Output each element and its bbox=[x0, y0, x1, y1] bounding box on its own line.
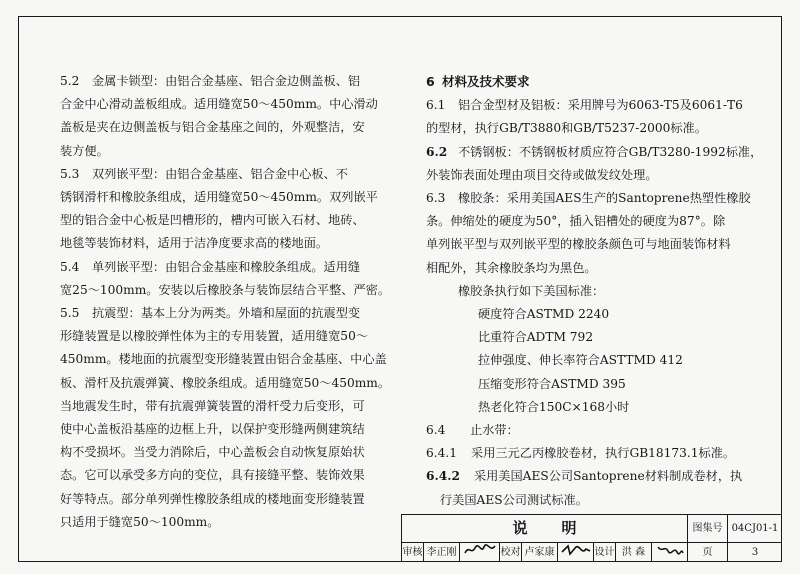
signature-icon bbox=[655, 543, 685, 557]
para-5-5 bbox=[60, 302, 396, 325]
text-line: 锈钢滑杆和橡胶条组成，适用缝宽50～450mm。双列嵌平 bbox=[60, 190, 378, 205]
text-line: 条。伸缩处的硬度为50°，插入铝槽处的硬度为87°。除 bbox=[426, 214, 726, 229]
title-block-sign-row bbox=[402, 543, 782, 562]
para-6-4 bbox=[426, 419, 770, 442]
para-5-4 bbox=[60, 256, 396, 279]
standard-item: 比重符合ADTM 792 bbox=[478, 330, 594, 345]
design-label: 设计 bbox=[594, 543, 616, 562]
text-line: 合金中心滑动盖板组成。适用缝宽50～450mm。中心滑动 bbox=[60, 97, 378, 112]
page-label: 页 bbox=[688, 543, 728, 562]
text-line: 板、滑杆及抗震弹簧、橡胶条组成。适用缝宽50～450mm。 bbox=[60, 375, 391, 390]
para-number: 5.3 bbox=[60, 166, 80, 181]
section-number: 6 bbox=[426, 74, 435, 89]
para-5-3 bbox=[60, 163, 396, 186]
para-5-2 bbox=[60, 70, 396, 93]
text-line: 的型材，执行GB/T3880和GB/T5237-2000标准。 bbox=[426, 121, 707, 136]
text-line: 外装饰表面处理由项目交待或做发纹处理。 bbox=[426, 167, 658, 182]
text-line: 态。它可以承受多方向的变位，具有接缝平整、装饰效果 bbox=[60, 468, 365, 483]
text-line: 相配外，其余橡胶条均为黑色。 bbox=[426, 260, 597, 275]
text-line: 采用美国AES公司Santoprene材料制成卷材，执 bbox=[473, 469, 743, 484]
checker-signature bbox=[558, 543, 594, 562]
para-number: 6.4 bbox=[426, 423, 446, 438]
text-line: 当地震发生时，带有抗震弹簧装置的滑杆受力后变形，可 bbox=[60, 398, 365, 413]
standard-item: 热老化符合150C×168小时 bbox=[478, 399, 630, 414]
signature-icon bbox=[463, 543, 497, 557]
right-column bbox=[426, 70, 770, 512]
standard-item: 硬度符合ASTMD 2240 bbox=[478, 307, 610, 322]
text-line: 橡胶条：采用美国AES生产的Santoprene热塑性橡胶 bbox=[458, 191, 751, 206]
text-line: 单列嵌平型与双列嵌平型的橡胶条颜色可与地面装饰材料 bbox=[426, 237, 731, 252]
designer-name: 洪 森 bbox=[616, 543, 652, 562]
para-number: 5.4 bbox=[60, 259, 80, 274]
standard-item: 拉伸强度、伸长率符合ASTTMD 412 bbox=[478, 353, 683, 368]
left-column bbox=[60, 70, 396, 534]
reviewer-name: 李正刚 bbox=[424, 543, 460, 562]
para-number: 6.1 bbox=[426, 98, 446, 113]
text-line: 450mm。楼地面的抗震型变形缝装置由铝合金基座、中心盖 bbox=[60, 352, 387, 367]
reviewer-signature bbox=[460, 543, 500, 562]
standards-intro: 橡胶条执行如下美国标准： bbox=[458, 283, 605, 298]
text-line: 构不受损坏。当受力消除后，中心盖板会自动恢复原始状 bbox=[60, 445, 365, 460]
text-line: 采用三元乙丙橡胶卷材，执行GB18173.1标准。 bbox=[471, 446, 736, 461]
para-6-1 bbox=[426, 94, 770, 117]
atlas-number-label: 图集号 bbox=[688, 515, 728, 542]
para-number: 6.4.2 bbox=[426, 469, 460, 484]
para-6-4-1 bbox=[426, 442, 770, 465]
text-line: 单列嵌平型：由铝合金基座和橡胶条组成。适用缝 bbox=[92, 259, 361, 274]
para-6-3 bbox=[426, 187, 770, 210]
text-line: 地毯等装饰材料，适用于洁净度要求高的楼地面。 bbox=[60, 236, 329, 251]
text-line: 好等特点。部分单列弹性橡胶条组成的楼地面变形缝装置 bbox=[60, 491, 365, 506]
title-block-top-row bbox=[402, 515, 782, 543]
checker-name: 卢家康 bbox=[522, 543, 558, 562]
para-6-4-2 bbox=[426, 465, 770, 488]
text-line: 使中心盖板沿基座的边框上升，以保护变形缝两侧建筑结 bbox=[60, 422, 365, 437]
text-line: 止水带： bbox=[470, 423, 519, 438]
check-label: 校对 bbox=[500, 543, 522, 562]
para-number: 5.2 bbox=[60, 74, 80, 88]
para-number: 6.4.1 bbox=[426, 446, 458, 461]
text-line: 双列嵌平型：由铝合金基座、铝合金中心板、不 bbox=[92, 166, 348, 181]
text-line: 抗震型：基本上分为两类。外墙和屋面的抗震型变 bbox=[92, 306, 361, 321]
page-number: 3 bbox=[751, 547, 759, 558]
text-line: 行美国AES公司测试标准。 bbox=[440, 492, 588, 507]
text-line: 装方便。 bbox=[60, 143, 109, 158]
text-line: 不锈钢板：不锈钢板材质应符合GB/T3280-1992标准， bbox=[458, 144, 763, 159]
para-number: 6.3 bbox=[426, 191, 446, 206]
section-title: 材料及技术要求 bbox=[442, 74, 530, 89]
text-line: 铝合金型材及铝板：采用牌号为6063-T5及6061-T6 bbox=[458, 98, 743, 113]
section-heading bbox=[426, 70, 770, 93]
signature-icon bbox=[560, 543, 592, 557]
para-number: 5.5 bbox=[60, 306, 80, 321]
text-line: 盖板是夹在边侧盖板与铝合金基座之间的，外观整洁，安 bbox=[60, 120, 365, 135]
atlas-number: 04CJ01-1 bbox=[731, 523, 779, 534]
drawing-title: 说明 bbox=[402, 515, 688, 542]
text-line: 金属卡锁型：由铝合金基座、铝合金边侧盖板、铝 bbox=[92, 74, 361, 88]
designer-signature bbox=[652, 543, 688, 562]
para-6-2 bbox=[426, 141, 770, 164]
text-line: 只适用于缝宽50～100mm。 bbox=[60, 514, 220, 529]
text-line: 形缝装置是以橡胶弹性体为主的专用装置，适用缝宽50～ bbox=[60, 329, 369, 344]
para-number: 6.2 bbox=[426, 144, 448, 159]
standard-item: 压缩变形符合ASTMD 395 bbox=[478, 376, 626, 391]
title-block bbox=[401, 514, 782, 562]
text-line: 宽25～100mm。安装以后橡胶条与装饰层结合平整、严密。 bbox=[60, 282, 391, 297]
review-label: 审核 bbox=[402, 543, 424, 562]
text-line: 型的铝合金中心板是凹槽形的，槽内可嵌入石材、地砖、 bbox=[60, 213, 365, 228]
